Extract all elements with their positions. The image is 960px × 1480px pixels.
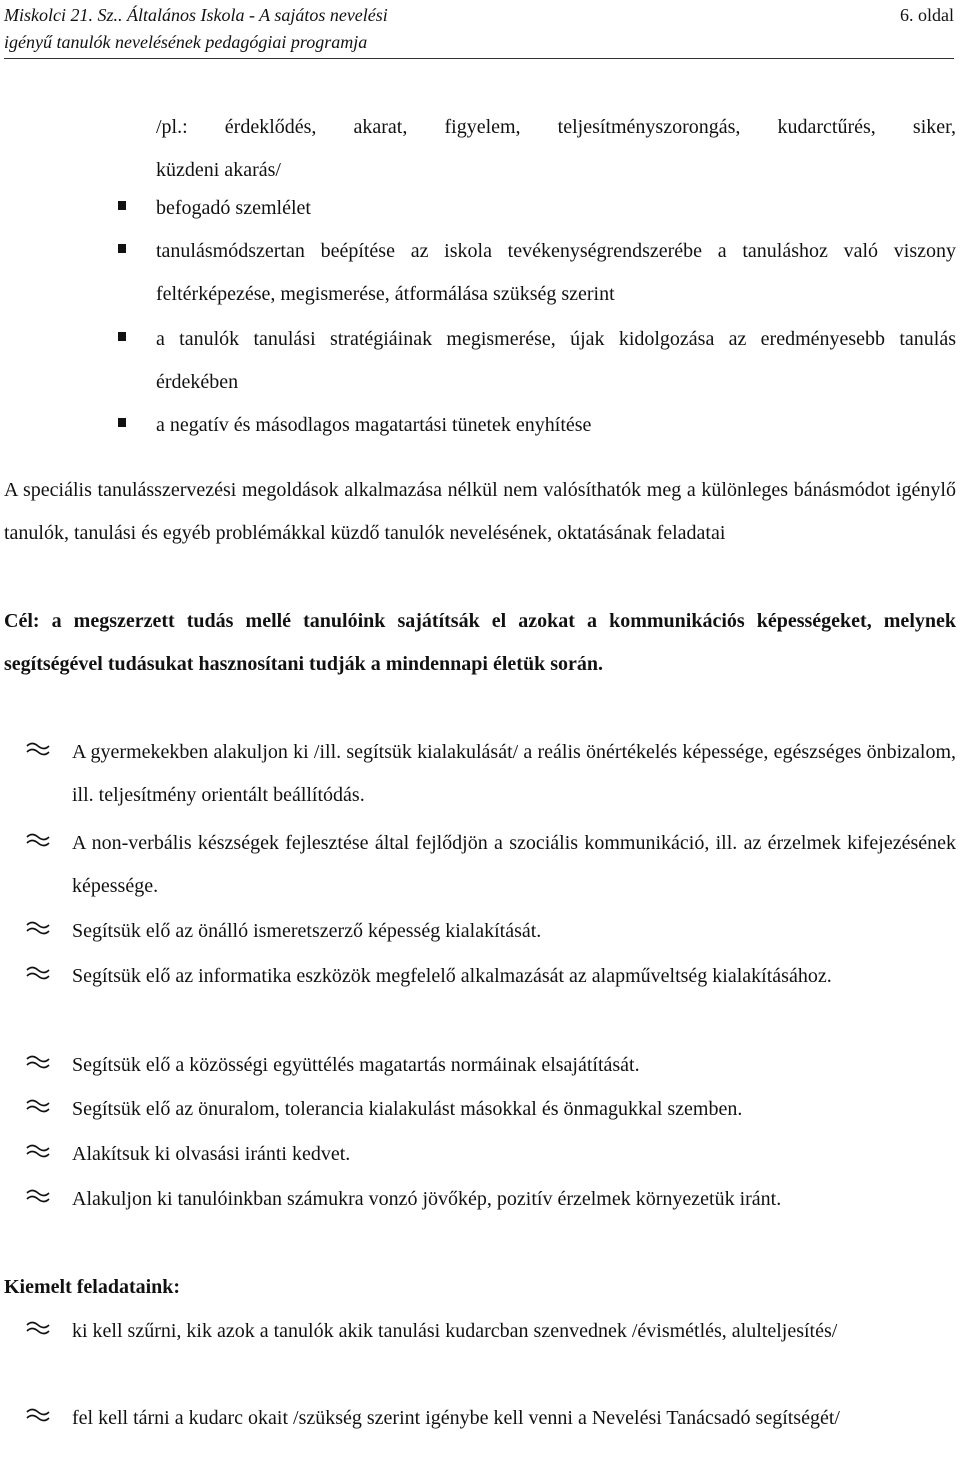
square-bullet-icon — [118, 244, 126, 253]
list-item-text: A gyermekekben alakuljon ki /ill. segítsük kialakulását/ a reális önértékelés képessége, egészséges önbizalom, ill. teljesítmény orientált beállítódás. — [72, 741, 956, 806]
header-rule — [4, 58, 954, 59]
list-item-text: Alakítsuk ki olvasási iránti kedvet. — [72, 1143, 351, 1165]
list-item-text: Segítsük elő az önálló ismeretszerző képesség kialakítását. — [72, 920, 542, 942]
approx-bullet-icon — [26, 1097, 50, 1113]
list-item-text: tanulásmódszertan beépítése az iskola tevékenységrendszerébe a tanuláshoz való viszony feltérképezése, megismerése, átformálása szükség szerint — [156, 240, 956, 305]
approx-bullet-icon — [26, 919, 50, 935]
body-paragraph: A speciális tanulásszervezési megoldások alkalmazása nélkül nem valósíthatók meg a különleges bánásmódot igénylő tanulók, tanulási és egyéb problémákkal küzdő tanulók nevelésének, oktatásának feladatai — [4, 479, 956, 544]
header-school-name: Miskolci 21. Sz.. Általános Iskola - A sajátos nevelési — [4, 5, 388, 25]
intro-continuation: küzdeni akarás/ — [156, 159, 281, 181]
square-bullet-icon — [118, 332, 126, 341]
list-item-text: Segítsük elő az önuralom, tolerancia kialakulást másokkal és önmagukkal szemben. — [72, 1098, 743, 1120]
page-header — [4, 2, 954, 56]
list-item-text: Alakuljon ki tanulóinkban számukra vonzó jövőkép, pozitív érzelmek környezetük iránt. — [72, 1188, 782, 1210]
goal-paragraph: Cél: a megszerzett tudás mellé tanulóink sajátítsák el azokat a kommunikációs képességeket, melynek segítségével tudásukat hasznosítani tudják a mindennapi életük során. — [4, 610, 956, 675]
square-bullet-icon — [118, 418, 126, 427]
list-item-text: A non-verbális készségek fejlesztése által fejlődjön a szociális kommunikáció, ill. az érzelmek kifejezésének képessége. — [72, 832, 956, 897]
approx-bullet-icon — [26, 964, 50, 980]
list-item-text: befogadó szemlélet — [156, 197, 311, 219]
approx-bullet-icon — [26, 831, 50, 847]
approx-bullet-icon — [26, 1187, 50, 1203]
list-item-text: ki kell szűrni, kik azok a tanulók akik tanulási kudarcban szenvednek /évismétlés, alulteljesítés/ — [72, 1320, 838, 1342]
list-item-text: a negatív és másodlagos magatartási tünetek enyhítése — [156, 414, 592, 436]
header-program-name: igényű tanulók nevelésének pedagógiai programja — [4, 32, 368, 52]
approx-bullet-icon — [26, 740, 50, 756]
list-item-text: Segítsük elő az informatika eszközök megfelelő alkalmazását az alapműveltség kialakításához. — [72, 965, 832, 987]
list-item-text: fel kell tárni a kudarc okait /szükség szerint igénybe kell venni a Nevelési Tanácsadó segítségét/ — [72, 1407, 840, 1429]
approx-bullet-icon — [26, 1406, 50, 1422]
page-number: 6. oldal — [900, 5, 954, 25]
intro-line: /pl.: érdeklődés, akarat, figyelem, teljesítményszorongás, kudarctűrés, siker, — [156, 116, 956, 138]
approx-bullet-icon — [26, 1053, 50, 1069]
approx-bullet-icon — [26, 1319, 50, 1335]
list-item-text: a tanulók tanulási stratégiáinak megismerése, újak kidolgozása az eredményesebb tanulás érdekében — [156, 328, 956, 393]
square-bullet-icon — [118, 201, 126, 210]
approx-bullet-icon — [26, 1142, 50, 1158]
list-item-text: Segítsük elő a közösségi együttélés magatartás normáinak elsajátítását. — [72, 1054, 640, 1076]
intro-text — [156, 106, 956, 192]
section-heading: Kiemelt feladataink: — [4, 1276, 181, 1298]
